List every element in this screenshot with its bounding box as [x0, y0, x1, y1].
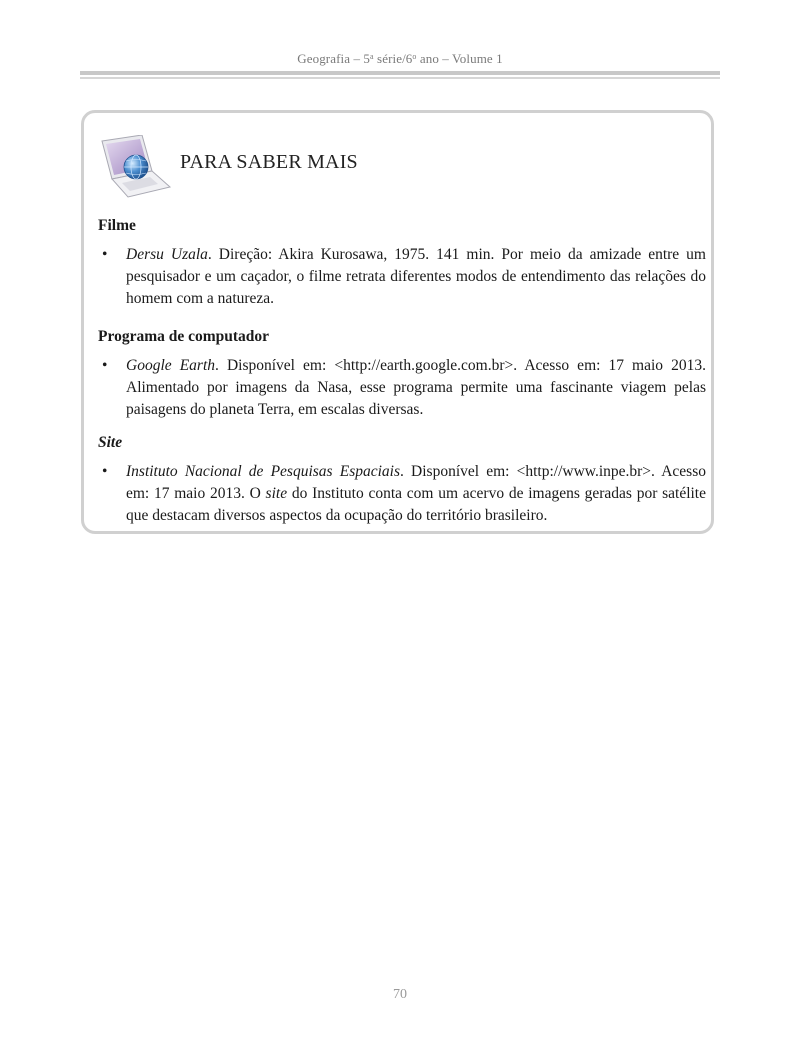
bullet-icon: • [102, 357, 108, 374]
entry-text [126, 461, 706, 527]
entry-body: . Direção: Akira Kurosawa, 1975. 141 min. Por meio da amizade entre um pesquisador e um caçador, o filme retrata diferentes modos de entendimento das relações do homem com a natureza. [126, 246, 706, 307]
entry-title: Instituto Nacional de Pesquisas Espaciais [126, 463, 401, 480]
section-heading-site: Site [98, 434, 123, 451]
section-heading-filme: Filme [98, 217, 136, 234]
entry-body: . Disponível em: <http://earth.google.com.br>. Acesso em: 17 maio 2013. Alimentado por imagens da Nasa, esse programa permite uma fascinante viagem pelas paisagens do planeta Terra, em escalas diversas. [126, 357, 706, 418]
para-saber-mais-box [81, 110, 714, 534]
list-item [98, 355, 706, 421]
entry-body-end: do Instituto conta com um acervo de imagens geradas por satélite que destacam diversos aspectos da ocupação do território brasileiro. [126, 485, 706, 524]
header-sup-2: o [412, 52, 417, 61]
list-item [98, 244, 706, 310]
header-text-2: série/6 [373, 51, 413, 66]
bullet-icon: • [102, 246, 108, 263]
header-divider-thin [80, 77, 720, 79]
header-text-1: Geografia – 5 [297, 51, 371, 66]
box-title: PARA SABER MAIS [180, 151, 358, 173]
entry-title: Google Earth [126, 357, 216, 374]
entry-italic-word: site [265, 485, 288, 502]
running-header [0, 51, 800, 67]
bullet-icon: • [102, 463, 108, 480]
entry-body: . Disponível em: <http://www.inpe.br>. Acesso em: 17 maio 2013. O [126, 463, 706, 502]
page-number: 70 [393, 987, 407, 1002]
entry-text [126, 244, 706, 310]
header-text-3: ano – Volume 1 [416, 51, 503, 66]
entry-text [126, 355, 706, 421]
laptop-globe-icon [96, 135, 174, 199]
header-sup-1: a [370, 52, 374, 61]
entry-title: Dersu Uzala [126, 246, 208, 263]
section-heading-programa: Programa de computador [98, 328, 270, 345]
header-divider [80, 71, 720, 75]
list-item [98, 461, 706, 527]
